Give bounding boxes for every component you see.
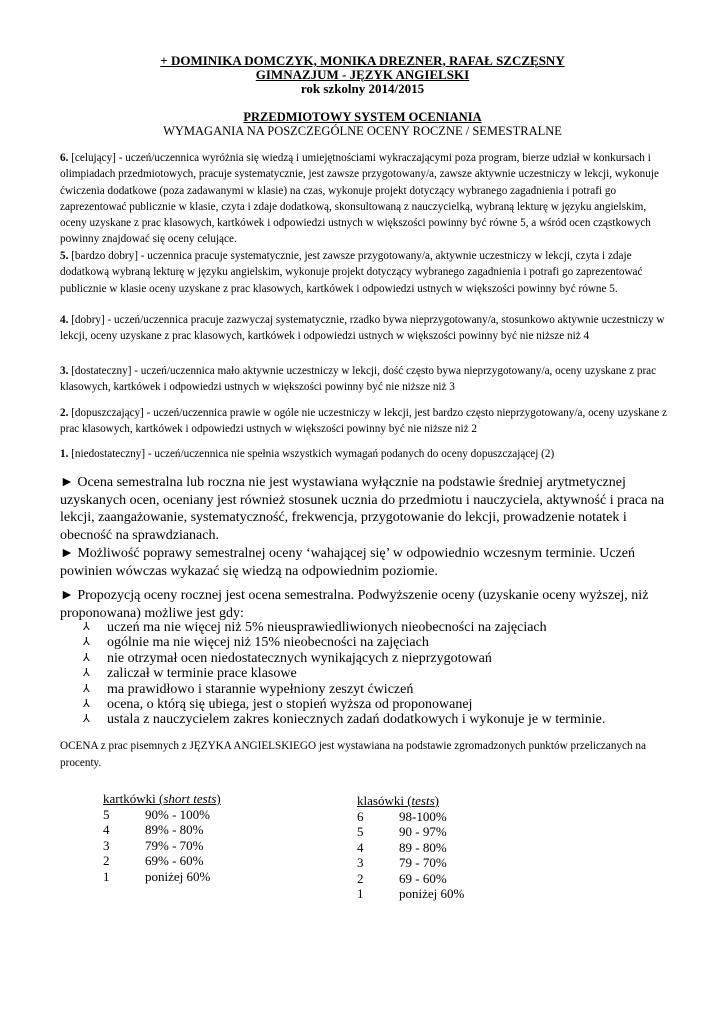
list-item: ⅄ nie otrzymał ocen niedostatecznych wynikających z nieprzygotowań bbox=[83, 650, 492, 666]
grade-3-description bbox=[60, 363, 670, 396]
table-row: 6 98-100% bbox=[357, 808, 447, 824]
grade-2-description bbox=[60, 405, 670, 438]
tests-title: klasówki (tests) bbox=[357, 793, 440, 808]
grade-text: [dopuszczający] - uczeń/uczennica prawie w ogóle nie uczestniczy w lekcji, jest bardzo często nieprzygotowany/a, oceny uzyskane z prac klasowych, kartkówek i odpowiedzi ustnych w większości powinny być nie niższe niż 2 bbox=[60, 407, 667, 436]
authors-heading: + DOMINIKA DOMCZYK, MONIKA DREZNER, RAFAŁ SZCZĘSNY bbox=[160, 53, 565, 68]
grade-number: 1. bbox=[60, 448, 69, 460]
lambda-bullet-icon: ⅄ bbox=[83, 698, 90, 711]
grade-number: 2. bbox=[60, 407, 69, 419]
year-heading: rok szkolny 2014/2015 bbox=[300, 81, 425, 96]
list-item: ⅄ ustala z nauczycielem zakres koniecznych zadań dodatkowych i wykonuje je w terminie. bbox=[83, 712, 606, 728]
table-row: 2 69% - 60% bbox=[103, 853, 204, 868]
lambda-bullet-icon: ⅄ bbox=[83, 667, 90, 680]
table-row: 2 69 - 60% bbox=[357, 870, 447, 886]
note-semester-grade: ► Ocena semestralna lub roczna nie jest wystawiana wyłącznie na podstawie średniej arytmetycznej uzyskanych ocen, oceniany jest również stosunek ucznia do przedmiotu i nauczyciela, aktywność i praca na lekcji, zaangażowanie, systematyczność, frekwencja, przygotowanie do lekcji, prowadzenie notatek i obecność na sprawdzianach. bbox=[60, 475, 665, 543]
lambda-bullet-icon: ⅄ bbox=[83, 636, 90, 649]
lambda-bullet-icon: ⅄ bbox=[83, 651, 90, 664]
table-row: 1 poniżej 60% bbox=[103, 868, 211, 884]
tests-table bbox=[357, 793, 464, 902]
grade-number: 5. bbox=[60, 250, 69, 262]
grade-text: [niedostateczny] - uczeń/uczennica nie spełnia wszystkich wymagań podanych do oceny dopuszczającej (2) bbox=[68, 448, 555, 460]
short-tests-table bbox=[103, 791, 221, 884]
grade-number: 4. bbox=[60, 314, 69, 326]
grade-number: 6. bbox=[60, 152, 69, 164]
note-annual-proposal: ► Propozycją oceny rocznej jest ocena semestralna. Podwyższenie oceny (uzyskanie oceny wyższej, niż proponowana) możliwe jest gdy: bbox=[60, 588, 649, 621]
table-row: 3 79% - 70% bbox=[103, 837, 204, 853]
grade-1-description bbox=[60, 446, 670, 462]
lambda-bullet-icon: ⅄ bbox=[83, 621, 90, 633]
system-title: PRZEDMIOTOWY SYSTEM OCENIANIA bbox=[243, 110, 482, 124]
grade-text: [dobry] - uczeń/uczennica pracuje zazwyczaj systematycznie, rzadko bywa nieprzygotowany/a, stosunkowo aktywnie uczestniczy w lekcji, oceny uzyskane z prac klasowych, kartkówek i odpowiedzi ustnych w większości powinny być nie niższe niż 4 bbox=[60, 314, 665, 343]
list-item: ⅄ ma prawidłowo i starannie wypełniony zeszyt ćwiczeń bbox=[83, 681, 414, 697]
lambda-bullet-icon: ⅄ bbox=[83, 713, 90, 726]
grade-text: [celujący] - uczeń/uczennica wyróżnia się wiedzą i umiejętnościami wykraczającymi poza program, bierze udział w konkursach i olimpiadach przedmiotowych, pracuje systematycznie, jest zawsze przygotowany/a, zawsze aktywnie uczestniczy w lekcji, wykonuje ćwiczenia dodatkowe (poza zadawanymi w klasie) na czas, wykonuje projekt dotyczący wybranego zagadnienia i potrafi go zaprezentować publicznie w klasie, czyta i zdaje dodatkową, skonsultowaną z nauczycielką, wybraną lekturę w języku angielskim, oceny uzyskane z prac klasowych, kartkówek i odpowiedzi ustnych w większości powinny być równe 5, a wśród ocen cząstkowych powinny znajdować się oceny celujące. bbox=[60, 152, 659, 246]
grade-6-description bbox=[60, 150, 670, 248]
note-improvement: ► Możliwość poprawy semestralnej oceny ‘wahającej się’ w odpowiednio wczesnym terminie. Uczeń powinien wówczas wykazać się wiedzą na odpowiednim poziomie. bbox=[60, 546, 635, 579]
grade-text: [dostateczny] - uczeń/uczennica mało aktywnie uczestniczy w lekcji, dość często bywa nieprzygotowany/a, oceny uzyskane z prac klasowych, kartkówek i odpowiedzi ustnych w większości powinny być nie niższe niż 3 bbox=[60, 365, 657, 394]
scoring-note: OCENA z prac pisemnych z JĘZYKA ANGIELSKIEGO jest wystawiana na podstawie zgromadzonych punktów przeliczanych na procenty. bbox=[60, 740, 646, 769]
table-row: 5 90% - 100% bbox=[103, 806, 210, 822]
conditions-list bbox=[83, 620, 605, 728]
lambda-bullet-icon: ⅄ bbox=[83, 682, 90, 695]
table-row: 1 poniżej 60% bbox=[357, 886, 465, 901]
grade-5-description bbox=[60, 248, 670, 297]
short-tests-title: kartkówki (short tests) bbox=[103, 791, 221, 806]
requirements-subtitle: WYMAGANIA NA POSZCZEGÓLNE OCENY ROCZNE / SEMESTRALNE bbox=[163, 124, 562, 138]
grade-text: [bardzo dobry] - uczennica pracuje systematycznie, jest zawsze przygotowany/a, aktywnie uczestniczy w lekcji, czyta i zdaje dodatkową wybraną lekturę w języku angielskim, wykonuje projekt dotyczący wybranego zagadnienia i potrafi go zaprezentować publicznie w klasie oceny uzyskane z prac klasowych, kartkówek i odpowiedzi ustnych w większości powinny być równe 5. bbox=[60, 250, 643, 295]
table-row: 5 90 - 97% bbox=[357, 824, 447, 839]
list-item: ⅄ zaliczał w terminie prace klasowe bbox=[83, 666, 297, 682]
grade-number: 3. bbox=[60, 365, 69, 377]
table-row: 4 89 - 80% bbox=[357, 839, 447, 855]
school-heading: GIMNAZJUM - JĘZYK ANGIELSKI bbox=[255, 67, 470, 82]
list-item: ⅄ uczeń ma nie więcej niż 5% nieusprawiedliwionych nieobecności na zajęciach bbox=[83, 620, 547, 635]
table-row: 4 89% - 80% bbox=[103, 822, 204, 837]
list-item: ⅄ ocena, o którą się ubiega, jest o stopień wyższa od proponowanej bbox=[83, 697, 473, 713]
grade-4-description bbox=[60, 312, 670, 345]
table-row: 3 79 - 70% bbox=[357, 855, 447, 870]
list-item: ⅄ ogólnie ma nie więcej niż 15% nieobecności na zajęciach bbox=[83, 635, 429, 651]
